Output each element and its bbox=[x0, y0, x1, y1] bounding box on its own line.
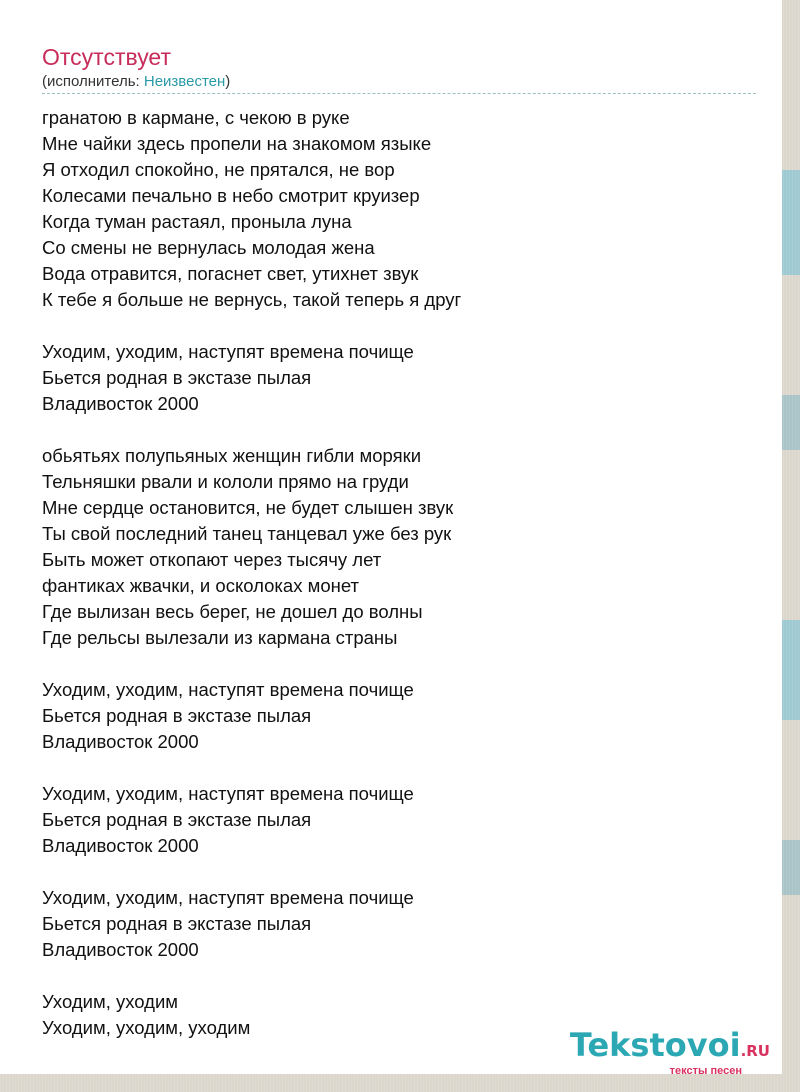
lyrics-line: Быть может откопают через тысячу лет bbox=[42, 549, 382, 570]
lyrics-stanza bbox=[42, 677, 756, 755]
lyrics-stanza bbox=[42, 443, 756, 651]
artist-suffix: ) bbox=[225, 73, 231, 90]
lyrics-line: Уходим, уходим bbox=[42, 991, 178, 1012]
lyrics-stanza bbox=[42, 105, 756, 313]
logo-tagline: тексты песен bbox=[669, 1065, 742, 1077]
lyrics-line: Владивосток 2000 bbox=[42, 731, 199, 752]
lyrics-line: Бьется родная в экстазе пылая bbox=[42, 913, 312, 934]
logo-tld: .RU bbox=[740, 1042, 770, 1060]
lyrics-text bbox=[42, 105, 756, 1067]
lyrics-line: Мне чайки здесь пропели на знакомом языке bbox=[42, 133, 432, 154]
lyrics-line: Я отходил спокойно, не прятался, не вор bbox=[42, 159, 395, 180]
lyrics-line: Мне сердце остановится, не будет слышен звук bbox=[42, 497, 454, 518]
lyrics-line: Со смены не вернулась молодая жена bbox=[42, 237, 375, 258]
lyrics-stanza bbox=[42, 885, 756, 963]
lyrics-line: Владивосток 2000 bbox=[42, 835, 199, 856]
lyrics-line: Когда туман растаял, проныла луна bbox=[42, 211, 352, 232]
logo-wordmark bbox=[570, 1027, 770, 1069]
lyrics-line: Бьется родная в экстазе пылая bbox=[42, 367, 312, 388]
logo-main-text: Tekstovoi bbox=[569, 1026, 741, 1064]
lyrics-line: Уходим, уходим, наступят времена почище bbox=[42, 887, 414, 908]
lyrics-line: Вода отравится, погаснет свет, утихнет звук bbox=[42, 263, 419, 284]
lyrics-line: Где рельсы вылезали из кармана страны bbox=[42, 627, 398, 648]
lyrics-line: Колесами печально в небо смотрит круизер bbox=[42, 185, 420, 206]
lyrics-line: фантиках жвачки, и осколоках монет bbox=[42, 575, 359, 596]
lyrics-line: гранатою в кармане, с чекою в руке bbox=[42, 107, 350, 128]
lyrics-line: К тебе я больше не вернусь, такой теперь я друг bbox=[42, 289, 462, 310]
lyrics-line: Владивосток 2000 bbox=[42, 939, 199, 960]
lyrics-line: Уходим, уходим, наступят времена почище bbox=[42, 679, 414, 700]
artist-prefix: (исполнитель: bbox=[42, 73, 144, 90]
lyrics-line: Ты свой последний танец танцевал уже без рук bbox=[42, 523, 452, 544]
lyrics-line: обьятьях полупьяных женщин гибли моряки bbox=[42, 445, 422, 466]
artist-link[interactable]: Неизвестен bbox=[143, 73, 226, 90]
lyrics-line: Где вылизан весь берег, не дошел до волны bbox=[42, 601, 423, 622]
song-title: Отсутствует bbox=[42, 44, 171, 70]
lyrics-line: Уходим, уходим, наступят времена почище bbox=[42, 341, 414, 362]
dashed-divider bbox=[42, 93, 756, 94]
lyrics-stanza bbox=[42, 781, 756, 859]
lyrics-line: Бьется родная в экстазе пылая bbox=[42, 705, 312, 726]
lyrics-line: Бьется родная в экстазе пылая bbox=[42, 809, 312, 830]
lyrics-line: Уходим, уходим, наступят времена почище bbox=[42, 783, 414, 804]
artist-line bbox=[42, 73, 230, 91]
lyrics-line: Владивосток 2000 bbox=[42, 393, 199, 414]
lyrics-line: Тельняшки рвали и кололи прямо на груди bbox=[42, 471, 409, 492]
lyrics-stanza bbox=[42, 339, 756, 417]
site-logo[interactable] bbox=[570, 1027, 770, 1077]
lyrics-line: Уходим, уходим, уходим bbox=[42, 1017, 251, 1038]
